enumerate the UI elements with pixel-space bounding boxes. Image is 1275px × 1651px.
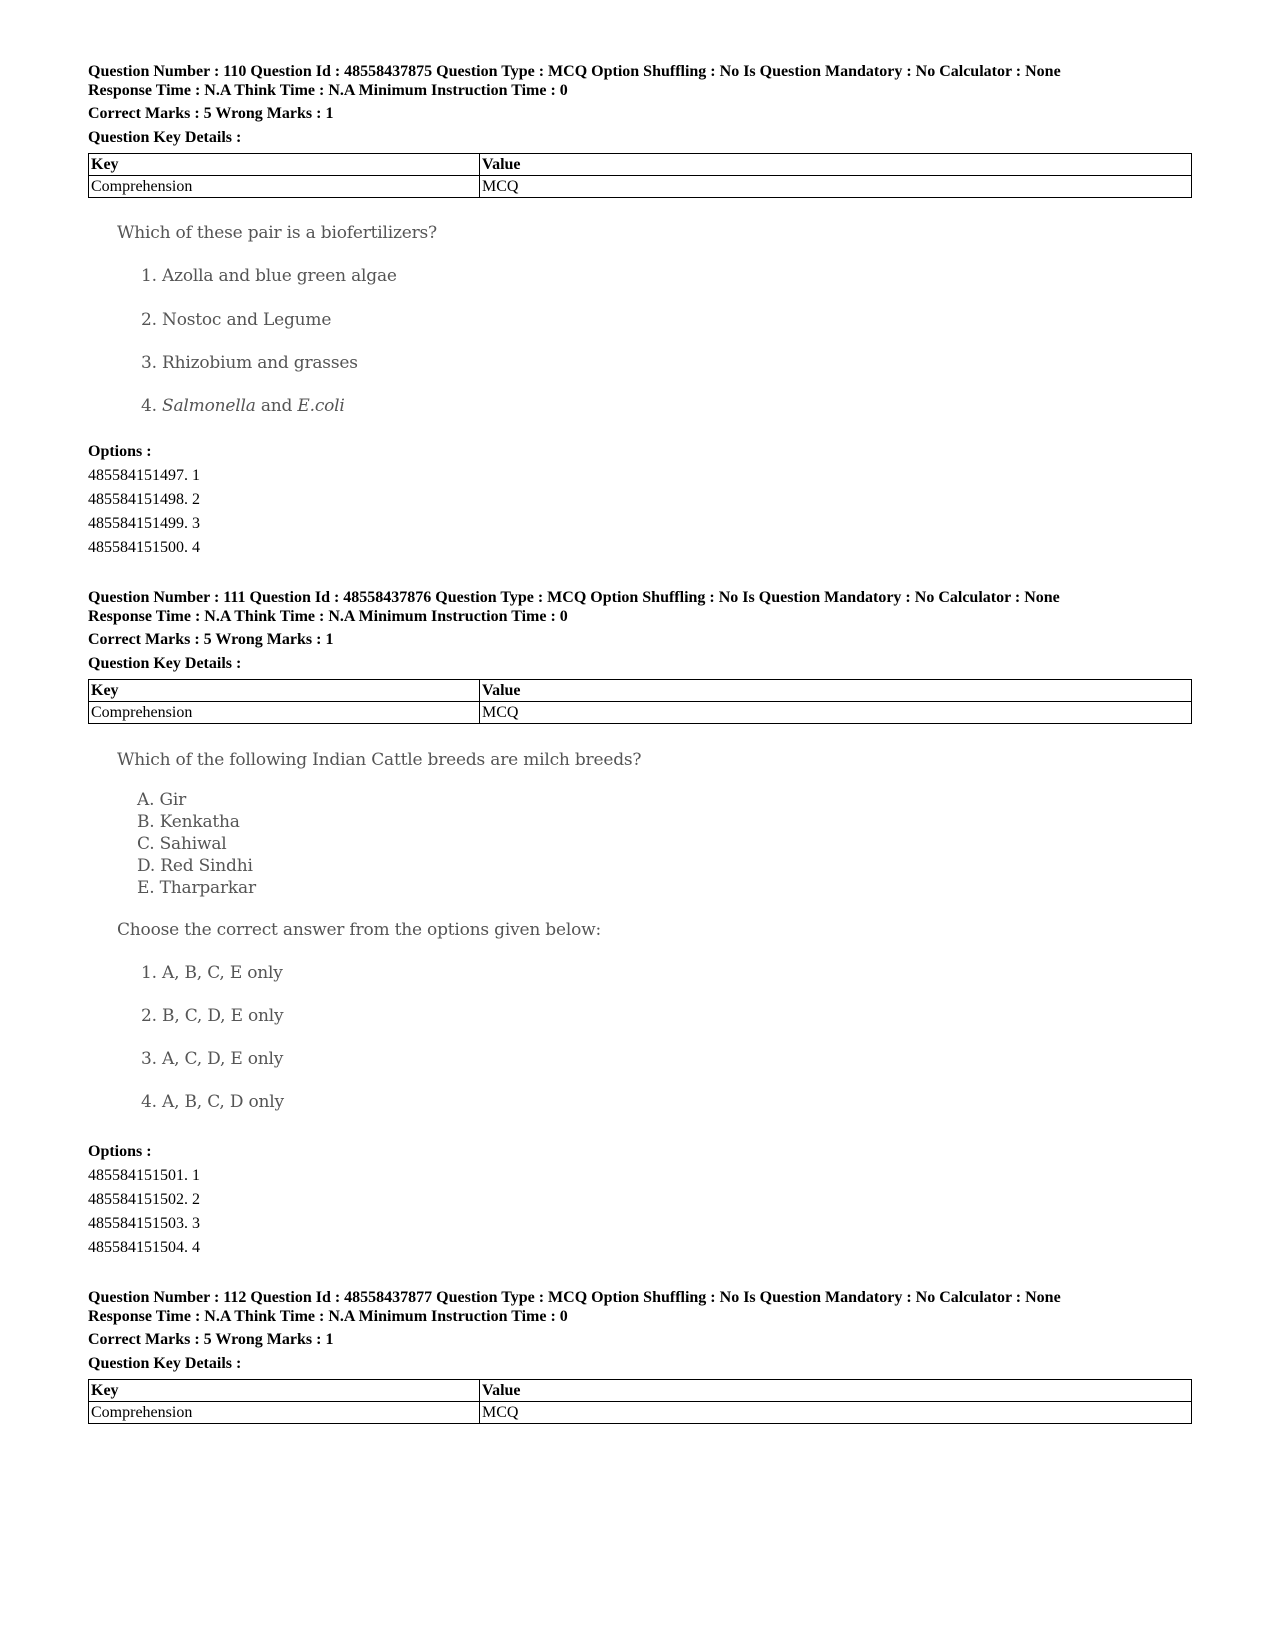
choice-3: 3. Rhizobium and grasses xyxy=(141,353,358,373)
key-header-cell: Key xyxy=(89,1380,480,1402)
table-header-row xyxy=(89,680,1192,702)
question-stem: Which of these pair is a biofertilizers? xyxy=(117,223,437,243)
list-item: D. Red Sindhi xyxy=(137,856,253,876)
key-details-table xyxy=(88,153,1192,198)
option-item: 485584151498. 2 xyxy=(88,491,200,508)
choice-1: 1. Azolla and blue green algae xyxy=(141,266,397,286)
marks-line: Correct Marks : 5 Wrong Marks : 1 xyxy=(88,631,334,648)
key-details-label: Question Key Details : xyxy=(88,1355,242,1372)
option-item: 485584151499. 3 xyxy=(88,515,200,532)
value-header-cell: Value xyxy=(480,680,1192,702)
question-header-line2: Response Time : N.A Think Time : N.A Minimum Instruction Time : 0 xyxy=(88,82,568,99)
option-item: 485584151500. 4 xyxy=(88,539,200,556)
marks-line: Correct Marks : 5 Wrong Marks : 1 xyxy=(88,1331,334,1348)
value-header-cell: Value xyxy=(480,154,1192,176)
question-header-line2: Response Time : N.A Think Time : N.A Minimum Instruction Time : 0 xyxy=(88,608,568,625)
key-cell: Comprehension xyxy=(89,1402,480,1424)
value-header-cell: Value xyxy=(480,1380,1192,1402)
key-details-table xyxy=(88,679,1192,724)
value-cell: MCQ xyxy=(480,176,1192,198)
options-label: Options : xyxy=(88,443,152,460)
choice-2: 2. B, C, D, E only xyxy=(141,1006,284,1026)
key-cell: Comprehension xyxy=(89,702,480,724)
question-110 xyxy=(88,62,1192,198)
value-cell: MCQ xyxy=(480,702,1192,724)
option-item: 485584151502. 2 xyxy=(88,1191,200,1208)
table-header-row xyxy=(89,154,1192,176)
table-row xyxy=(89,702,1192,724)
option-item: 485584151504. 4 xyxy=(88,1239,200,1256)
key-cell: Comprehension xyxy=(89,176,480,198)
options-list-111 xyxy=(88,1140,200,1260)
choice-2: 2. Nostoc and Legume xyxy=(141,310,332,330)
option-item: 485584151503. 3 xyxy=(88,1215,200,1232)
question-stem: Which of the following Indian Cattle breeds are milch breeds? xyxy=(117,750,642,770)
options-label: Options : xyxy=(88,1143,152,1160)
marks-line: Correct Marks : 5 Wrong Marks : 1 xyxy=(88,105,334,122)
key-header-cell: Key xyxy=(89,154,480,176)
key-header-cell: Key xyxy=(89,680,480,702)
list-item: B. Kenkatha xyxy=(137,812,240,832)
list-item: C. Sahiwal xyxy=(137,834,227,854)
question-header-line1: Question Number : 111 Question Id : 48558437876 Question Type : MCQ Option Shuffling : No Is Question Mandatory : No Calculator : None xyxy=(88,589,1060,606)
key-details-table xyxy=(88,1379,1192,1424)
question-header-line1: Question Number : 110 Question Id : 48558437875 Question Type : MCQ Option Shuffling : No Is Question Mandatory : No Calculator : None xyxy=(88,63,1061,80)
choice-4: 4. A, B, C, D only xyxy=(141,1092,284,1112)
list-item: A. Gir xyxy=(137,790,187,810)
question-instruction: Choose the correct answer from the options given below: xyxy=(117,920,601,940)
options-list-110 xyxy=(88,440,200,560)
choice-3: 3. A, C, D, E only xyxy=(141,1049,284,1069)
key-details-label: Question Key Details : xyxy=(88,655,242,672)
question-111 xyxy=(88,588,1192,724)
table-row xyxy=(89,176,1192,198)
table-row xyxy=(89,1402,1192,1424)
list-item: E. Tharparkar xyxy=(137,878,256,898)
option-item: 485584151501. 1 xyxy=(88,1167,200,1184)
question-header-line1: Question Number : 112 Question Id : 48558437877 Question Type : MCQ Option Shuffling : No Is Question Mandatory : No Calculator : None xyxy=(88,1289,1061,1306)
key-details-label: Question Key Details : xyxy=(88,129,242,146)
table-header-row xyxy=(89,1380,1192,1402)
value-cell: MCQ xyxy=(480,1402,1192,1424)
question-112 xyxy=(88,1288,1192,1424)
option-item: 485584151497. 1 xyxy=(88,467,200,484)
choice-1: 1. A, B, C, E only xyxy=(141,963,283,983)
choice-4: 4. Salmonella and E.coli xyxy=(141,396,345,416)
question-header-line2: Response Time : N.A Think Time : N.A Minimum Instruction Time : 0 xyxy=(88,1308,568,1325)
